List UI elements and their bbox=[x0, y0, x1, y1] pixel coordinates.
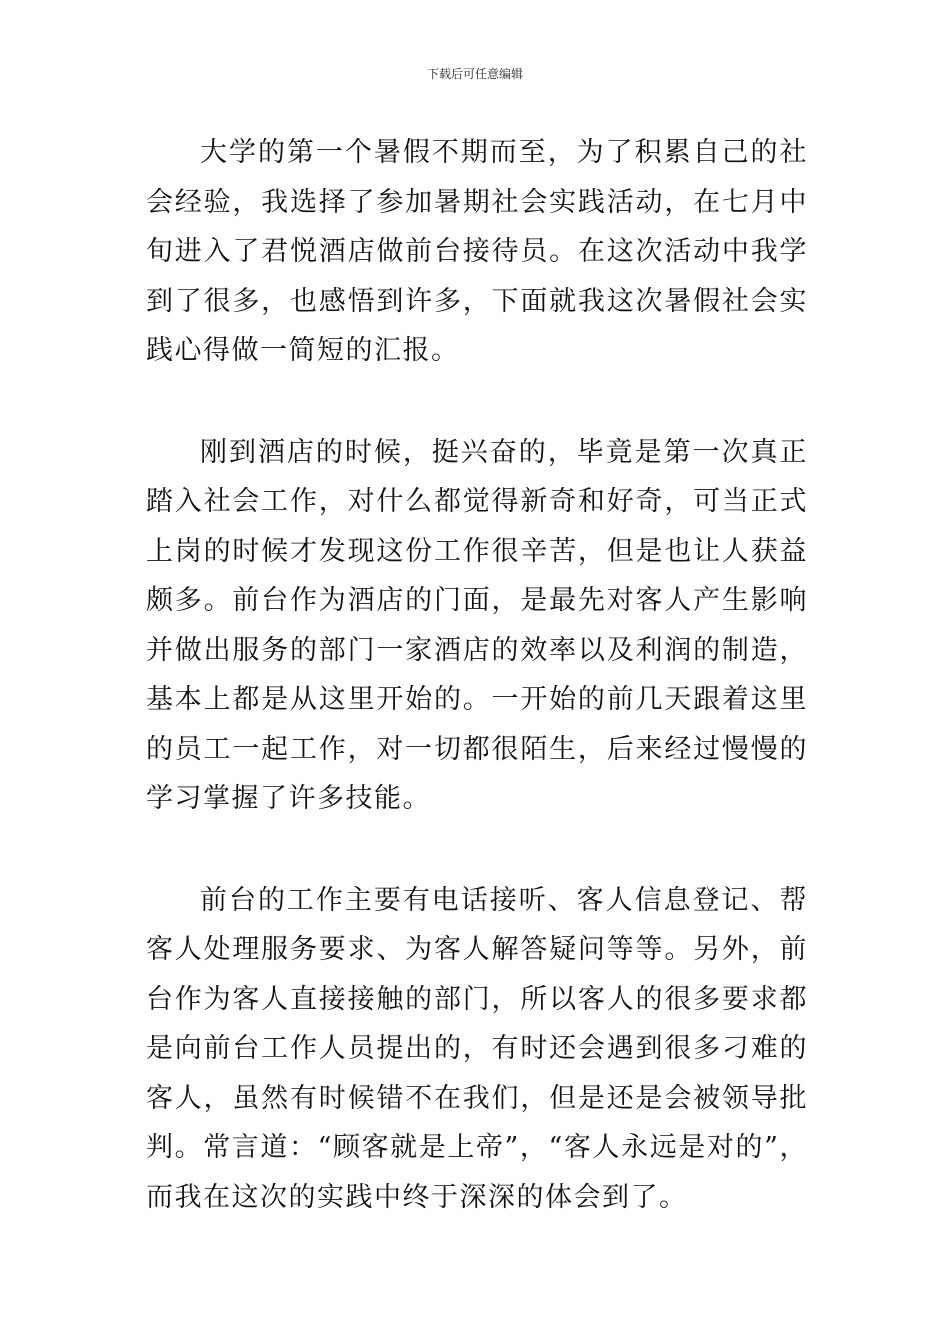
paragraph-2: 刚到酒店的时候，挺兴奋的，毕竟是第一次真正踏入社会工作，对什么都觉得新奇和好奇，可当正式上岗的时候才发现这份工作很辛苦，但是也让人获益颇多。前台作为酒店的门面，是最先对客人产生影响并做出服务的部门一家酒店的效率以及利润的制造，基本上都是从这里开始的。一开始的前几天跟着这里的员工一起工作，对一切都很陌生，后来经过慢慢的学习掌握了许多技能。 bbox=[146, 436, 808, 814]
document-body bbox=[146, 128, 808, 1274]
paragraph-3: 前台的工作主要有电话接听、客人信息登记、帮客人处理服务要求、为客人解答疑问等等。另外，前台作为客人直接接触的部门，所以客人的很多要求都是向前台工作人员提出的，有时还会遇到很多刁难的客人，虽然有时候错不在我们，但是还是会被领导批判。常言道：“顾客就是上帝”，“客人永远是对的”，而我在这次的实践中终于深深的体会到了。 bbox=[146, 884, 808, 1213]
page-header-note: 下载后可任意编辑 bbox=[426, 67, 523, 81]
paragraph-1: 大学的第一个暑假不期而至，为了积累自己的社会经验，我选择了参加暑期社会实践活动，在七月中旬进入了君悦酒店做前台接待员。在这次活动中我学到了很多，也感悟到许多，下面就我这次暑假社会实践心得做一简短的汇报。 bbox=[146, 137, 808, 366]
